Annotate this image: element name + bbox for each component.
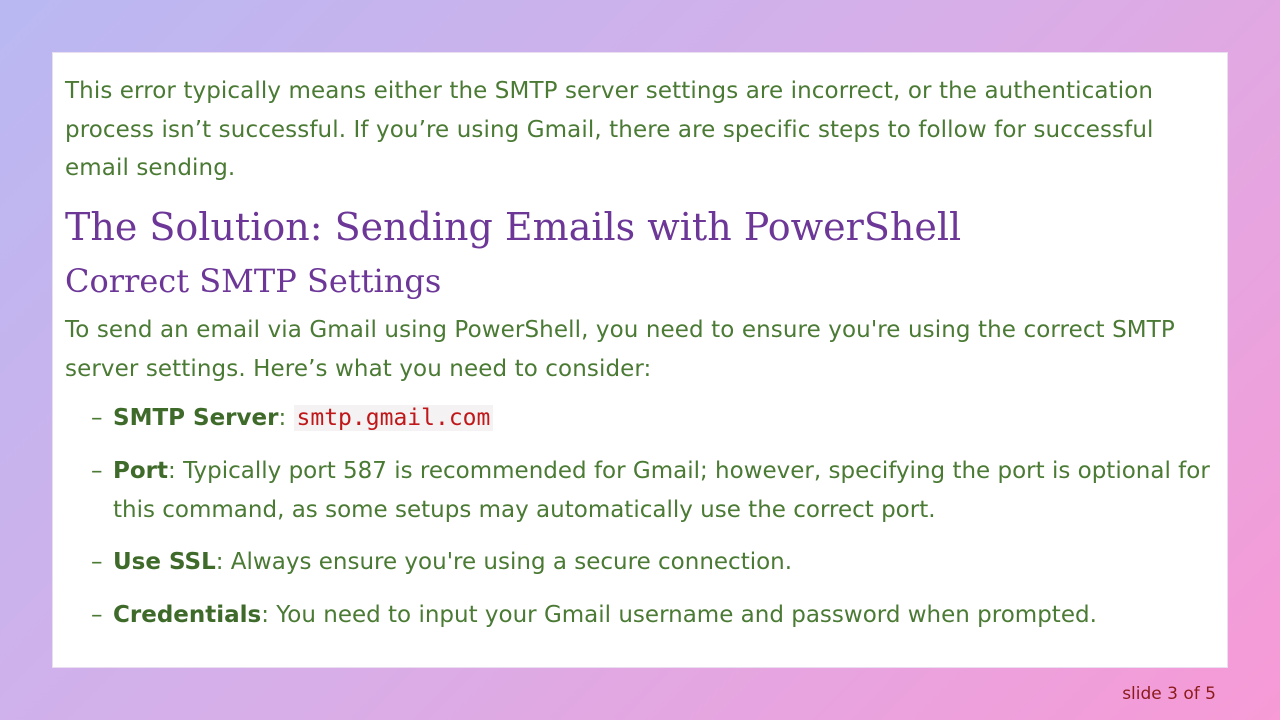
- bullet-dash: –: [91, 601, 103, 628]
- list-item: [91, 596, 1211, 635]
- list-item: [91, 399, 1211, 438]
- list-item: [91, 543, 1211, 582]
- body-paragraph: To send an email via Gmail using PowerShell, you need to ensure you're using the correct SMTP server settings. Here’s what you need to consider:: [65, 317, 1175, 382]
- slide-subheading: Correct SMTP Settings: [65, 262, 442, 300]
- bullet-term: Use SSL: [113, 549, 216, 575]
- bullet-text: [113, 458, 1210, 523]
- bullet-separator: :: [278, 405, 294, 431]
- bullet-term: Credentials: [113, 601, 262, 628]
- bullet-separator: :: [168, 457, 184, 484]
- list-item: [91, 452, 1211, 530]
- bullet-term: Port: [113, 457, 168, 484]
- bullet-description: Always ensure you're using a secure connection.: [230, 549, 793, 575]
- bullet-text: [113, 602, 1097, 628]
- bullet-dash: –: [91, 405, 103, 431]
- bullet-text: [113, 549, 792, 575]
- bullet-text: [113, 405, 493, 431]
- slide-counter: slide 3 of 5: [1122, 684, 1216, 704]
- bullet-dash: –: [91, 457, 103, 484]
- bullet-separator: :: [261, 601, 277, 628]
- intro-paragraph: This error typically means either the SMTP server settings are incorrect, or the authentication process isn’t successful. If you’re using Gmail, there are specific steps to follow for successful email sending.: [65, 78, 1154, 181]
- bullet-term: SMTP Server: [113, 405, 279, 431]
- bullet-dash: –: [91, 549, 103, 575]
- settings-list: [91, 399, 1211, 648]
- bullet-description: Typically port 587 is recommended for Gmail; however, specifying the port is optional for this command, as some setups may automatically use the correct port.: [113, 457, 1210, 523]
- slide-card: [52, 52, 1228, 668]
- code-snippet: smtp.gmail.com: [294, 405, 494, 431]
- bullet-separator: :: [215, 549, 231, 575]
- bullet-description: You need to input your Gmail username and password when prompted.: [276, 601, 1097, 628]
- slide-heading: The Solution: Sending Emails with PowerShell: [65, 205, 962, 249]
